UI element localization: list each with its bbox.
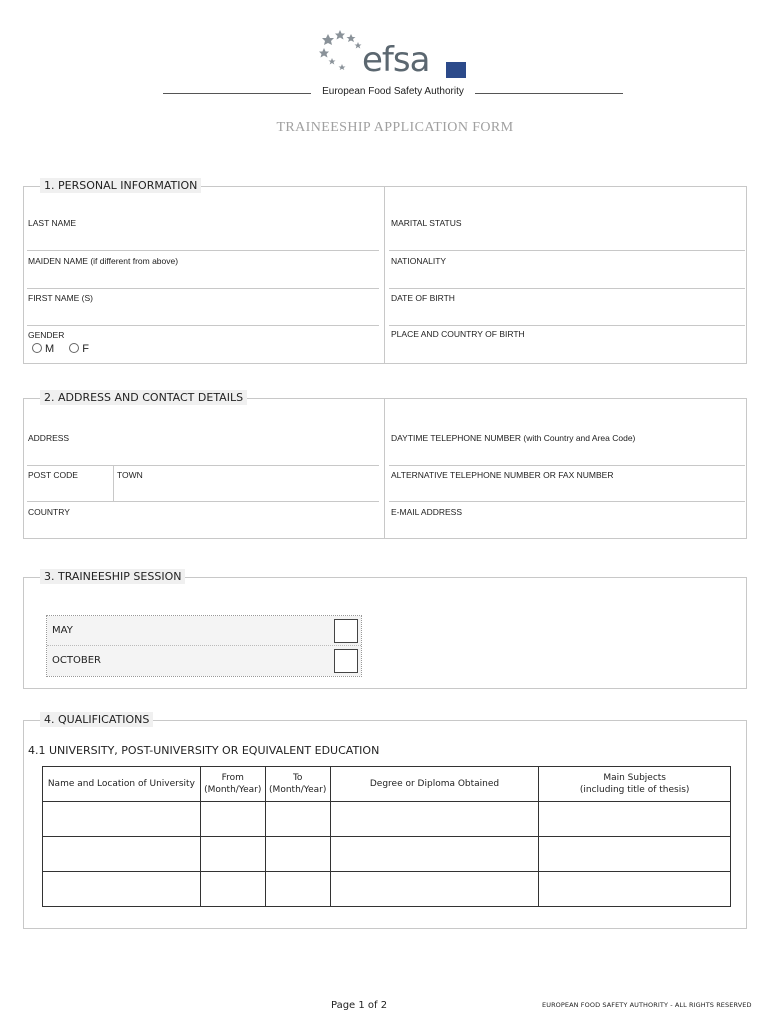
table-cell[interactable] [265,837,330,872]
email-label: E-MAIL ADDRESS [391,507,463,517]
session-label: MAY [52,625,73,636]
education-table [42,766,731,907]
section-legend: 4. QUALIFICATIONS [40,712,153,727]
place-of-birth-label: PLACE AND COUNTRY OF BIRTH [391,329,525,339]
table-cell[interactable] [43,837,201,872]
october-checkbox[interactable] [334,649,358,673]
traineeship-session-section [23,570,747,689]
table-cell[interactable] [539,872,731,907]
qualifications-section [23,713,747,929]
table-cell[interactable] [265,802,330,837]
session-option-may [47,616,361,646]
table-cell[interactable] [330,837,539,872]
table-cell[interactable] [43,872,201,907]
section-legend: 3. TRAINEESHIP SESSION [40,569,185,584]
town-label: TOWN [117,470,143,480]
header-divider-left [163,93,311,94]
address-contact-section [23,391,747,539]
nationality-field[interactable] [389,288,745,289]
page-number: Page 1 of 2 [331,1000,388,1011]
table-header-row [43,767,731,802]
session-label: OCTOBER [52,655,101,666]
logo-wordmark: efsa [362,40,430,80]
table-cell[interactable] [43,802,201,837]
copyright-notice: EUROPEAN FOOD SAFETY AUTHORITY - ALL RIGHTS RESERVED [542,1001,752,1009]
may-checkbox[interactable] [334,619,358,643]
eu-flag-icon [446,62,466,78]
table-cell[interactable] [539,802,731,837]
table-cell[interactable] [265,872,330,907]
postcode-town-field[interactable] [27,501,379,502]
column-header-to: To (Month/Year) [265,767,330,802]
marital-status-field[interactable] [389,250,745,251]
table-cell[interactable] [539,837,731,872]
country-label: COUNTRY [28,507,70,517]
first-name-label: FIRST NAME (S) [28,293,94,303]
section-legend: 1. PERSONAL INFORMATION [40,178,201,193]
table-row [43,837,731,872]
table-cell[interactable] [330,872,539,907]
column-header-from: From (Month/Year) [200,767,265,802]
gender-option-m[interactable]: M [32,343,54,355]
column-header-degree: Degree or Diploma Obtained [330,767,539,802]
table-cell[interactable] [200,802,265,837]
alt-phone-label: ALTERNATIVE TELEPHONE NUMBER OR FAX NUMBER [391,470,614,480]
efsa-logo [310,26,480,86]
column-header-university: Name and Location of University [43,767,201,802]
maiden-name-label: MAIDEN NAME (if different from above) [28,256,179,266]
header-divider-right [475,93,623,94]
postcode-divider [113,465,114,501]
table-cell[interactable] [330,802,539,837]
agency-name: European Food Safety Authority [322,86,464,97]
first-name-field[interactable] [27,325,379,326]
last-name-field[interactable] [27,250,379,251]
personal-information-section [23,179,747,364]
table-row [43,802,731,837]
address-label: ADDRESS [28,433,70,443]
radio-icon[interactable] [32,343,42,353]
session-option-october [47,646,361,676]
column-divider [384,187,385,364]
daytime-phone-label: DAYTIME TELEPHONE NUMBER (with Country and Area Code) [391,433,636,443]
gender-options [32,343,101,355]
table-cell[interactable] [200,872,265,907]
section-legend: 2. ADDRESS AND CONTACT DETAILS [40,390,247,405]
last-name-label: LAST NAME [28,218,77,228]
education-subheading: 4.1 UNIVERSITY, POST-UNIVERSITY OR EQUIVALENT EDUCATION [28,744,380,757]
maiden-name-field[interactable] [27,288,379,289]
table-cell[interactable] [200,837,265,872]
marital-status-label: MARITAL STATUS [391,218,462,228]
table-row [43,872,731,907]
daytime-phone-field[interactable] [389,465,745,466]
session-options [46,615,362,677]
nationality-label: NATIONALITY [391,256,447,266]
radio-icon[interactable] [69,343,79,353]
date-of-birth-field[interactable] [389,325,745,326]
address-field[interactable] [27,465,379,466]
column-divider [384,399,385,539]
gender-label: GENDER [28,330,65,340]
post-code-label: POST CODE [28,470,78,480]
form-title: TRAINEESHIP APPLICATION FORM [276,120,514,135]
gender-option-f[interactable]: F [69,343,89,355]
date-of-birth-label: DATE OF BIRTH [391,293,455,303]
column-header-subjects: Main Subjects (including title of thesis) [539,767,731,802]
alt-phone-field[interactable] [389,501,745,502]
